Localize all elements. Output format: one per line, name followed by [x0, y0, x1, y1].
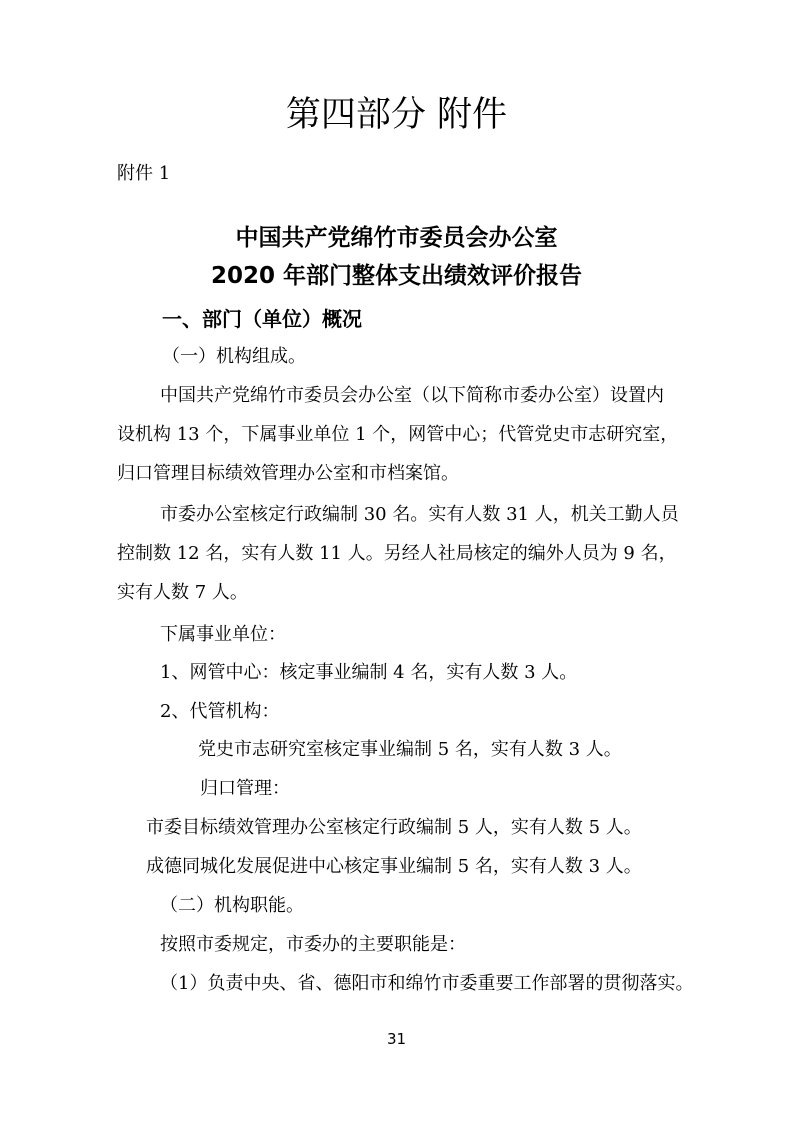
duty-1: （1）负责中央、省、德阳市和绵竹市委重要工作部署的贯彻落实。 — [160, 973, 694, 994]
subsection-heading-composition: （一）机构组成。 — [162, 346, 306, 367]
page-number: 31 — [386, 1030, 407, 1048]
paragraph-2-line-1: 市委办公室核定行政编制 30 名。实有人数 31 人，机关工勤人员 — [160, 504, 679, 525]
report-title-line-1: 中国共产党绵竹市委员会办公室 — [235, 225, 558, 251]
subsection-heading-functions: （二）机构职能。 — [160, 895, 304, 916]
guikou-item-1: 市委目标绩效管理办公室核定行政编制 5 人，实有人数 5 人。 — [146, 817, 642, 838]
paragraph-2-line-2: 控制数 12 名，实有人数 11 人。另经人社局核定的编外人员为 9 名， — [117, 543, 677, 564]
guikou-label: 归口管理： — [200, 778, 290, 799]
paragraph-1-line-3: 归口管理目标绩效管理办公室和市档案馆。 — [117, 463, 459, 484]
annex-label: 附件 1 — [117, 163, 171, 184]
paragraph-1-line-1: 中国共产党绵竹市委员会办公室（以下简称市委办公室）设置内 — [160, 385, 664, 406]
part-title: 第四部分 附件 — [285, 95, 508, 135]
subordinate-units-label: 下属事业单位： — [160, 624, 286, 645]
guikou-item-2: 成德同城化发展促进中心核定事业编制 5 名，实有人数 3 人。 — [146, 856, 642, 877]
item-2-label: 2、代管机构： — [160, 701, 280, 722]
paragraph-1-line-2: 设机构 13 个，下属事业单位 1 个，网管中心；代管党史市志研究室， — [117, 424, 679, 445]
item-2-detail: 党史市志研究室核定事业编制 5 名，实有人数 3 人。 — [198, 739, 622, 760]
report-title-line-2: 2020 年部门整体支出绩效评价报告 — [210, 263, 583, 289]
item-1-network-center: 1、网管中心：核定事业编制 4 名，实有人数 3 人。 — [160, 662, 578, 683]
functions-intro: 按照市委规定，市委办的主要职能是： — [160, 934, 466, 955]
paragraph-2-line-3: 实有人数 7 人。 — [117, 582, 248, 603]
section-heading-overview: 一、部门（单位）概况 — [162, 307, 362, 331]
